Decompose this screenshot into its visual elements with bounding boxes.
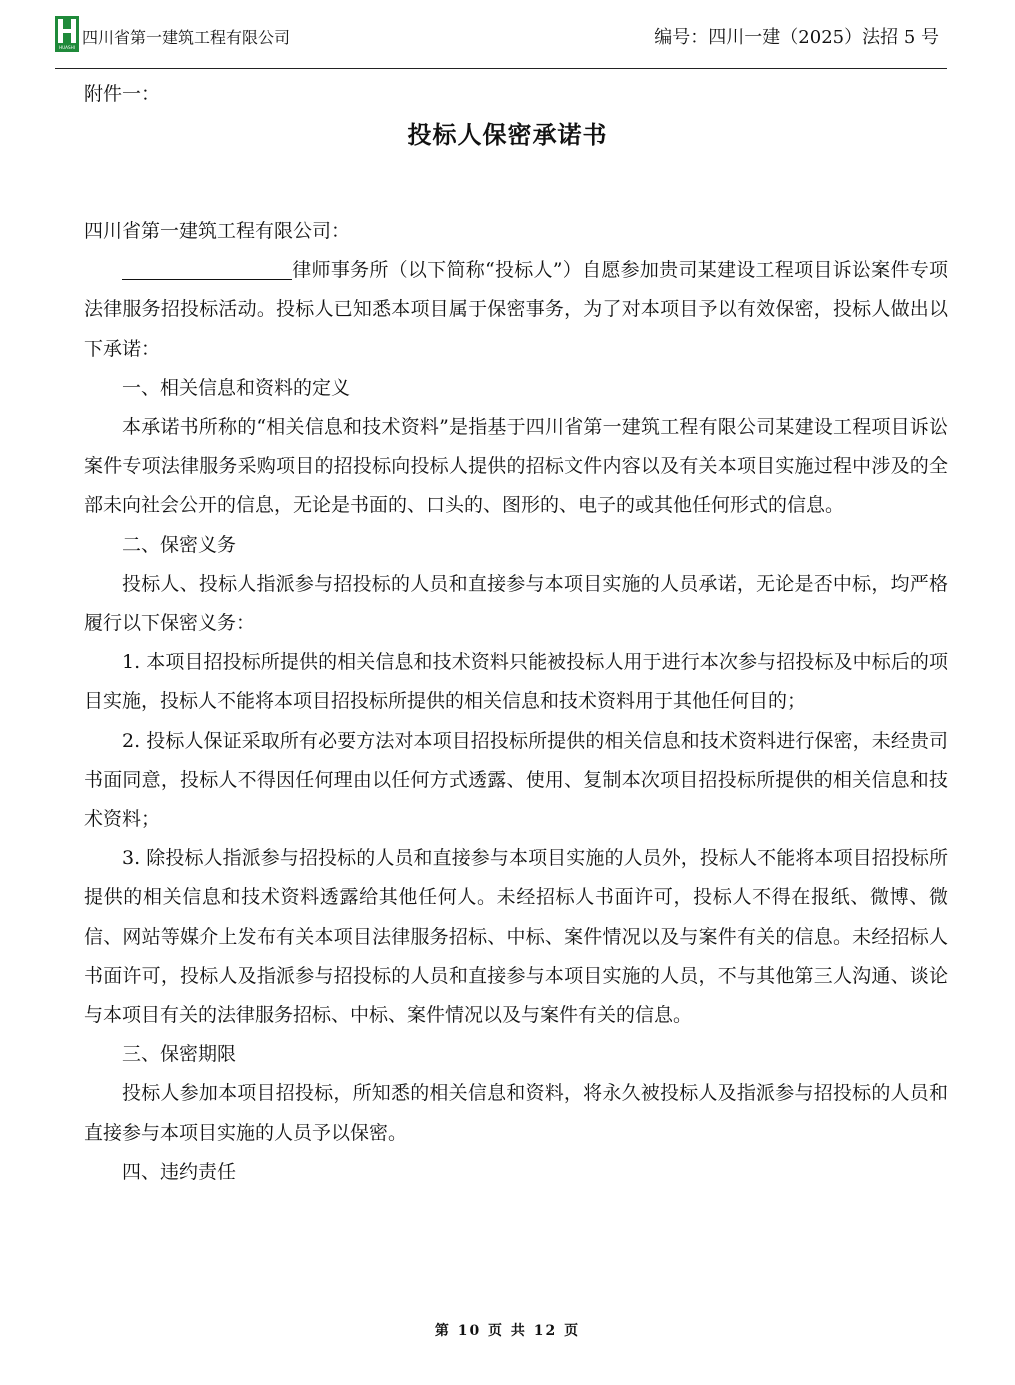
section-3-text: 投标人参加本项目招投标，所知悉的相关信息和资料，将永久被投标人及指派参与招投标的人员和直接参与本项目实施的人员予以保密。 — [84, 1082, 948, 1144]
section-4-heading: 四、违约责任 — [122, 1160, 237, 1183]
page-header — [55, 14, 947, 68]
section-3-heading: 三、保密期限 — [122, 1043, 237, 1066]
attachment-label: 附件一： — [84, 83, 161, 105]
section-2-text: 投标人、投标人指派参与招投标的人员和直接参与本项目实施的人员承诺，无论是否中标，均严格履行以下保密义务： — [84, 572, 948, 635]
header-divider — [55, 68, 947, 69]
addressee: 四川省第一建筑工程有限公司： — [84, 220, 351, 242]
section-2-item-2: 2. 投标人保证采取所有必要方法对本项目招投标所提供的相关信息和技术资料进行保密，未经贵司书面同意，投标人不得因任何理由以任何方式透露、使用、复制本次项目招投标所提供的相关信息和技术资料； — [84, 729, 948, 831]
page-number: 第 10 页 共 12 页 — [434, 1323, 581, 1339]
company-logo-icon — [55, 16, 79, 52]
law-firm-blank[interactable] — [122, 255, 292, 280]
section-2-heading: 二、保密义务 — [122, 533, 237, 556]
document-body — [84, 212, 948, 1192]
section-1-text: 本承诺书所称的“相关信息和技术资料”是指基于四川省第一建筑工程有限公司某建设工程项目诉讼案件专项法律服务采购项目的招投标向投标人提供的招标文件内容以及有关本项目实施过程中涉及的全部未向社会公开的信息，无论是书面的、口头的、图形的、电子的或其他任何形式的信息。 — [84, 416, 948, 517]
section-2-item-3: 3. 除投标人指派参与招投标的人员和直接参与本项目实施的人员外，投标人不能将本项目招投标所提供的相关信息和技术资料透露给其他任何人。未经招标人书面许可，投标人不得在报纸、微博、微信、网站等媒介上发布有关本项目法律服务招标、中标、案件情况以及与案件有关的信息。未经招标人书面许可，投标人及指派参与招投标的人员和直接参与本项目实施的人员，不与其他第三人沟通、谈论与本项目有关的法律服务招标、中标、案件情况以及与案件有关的信息。 — [84, 847, 948, 1027]
header-document-number: 编号：四川一建（2025）法招 5 号 — [654, 27, 939, 48]
intro-text: 律师事务所（以下简称“投标人”）自愿参加贵司某建设工程项目诉讼案件专项法律服务招投标活动。投标人已知悉本项目属于保密事务，为了对本项目予以有效保密，投标人做出以下承诺： — [84, 259, 948, 360]
section-2-item-1: 1. 本项目招投标所提供的相关信息和技术资料只能被投标人用于进行本次参与招投标及中标后的项目实施，投标人不能将本项目招投标所提供的相关信息和技术资料用于其他任何目的； — [84, 651, 948, 713]
header-company-name: 四川省第一建筑工程有限公司 — [82, 28, 291, 47]
document-title: 投标人保密承诺书 — [407, 120, 608, 149]
svg-text:HUASHI: HUASHI — [58, 45, 76, 50]
intro-paragraph — [84, 251, 948, 369]
section-1-heading: 一、相关信息和资料的定义 — [122, 376, 351, 399]
